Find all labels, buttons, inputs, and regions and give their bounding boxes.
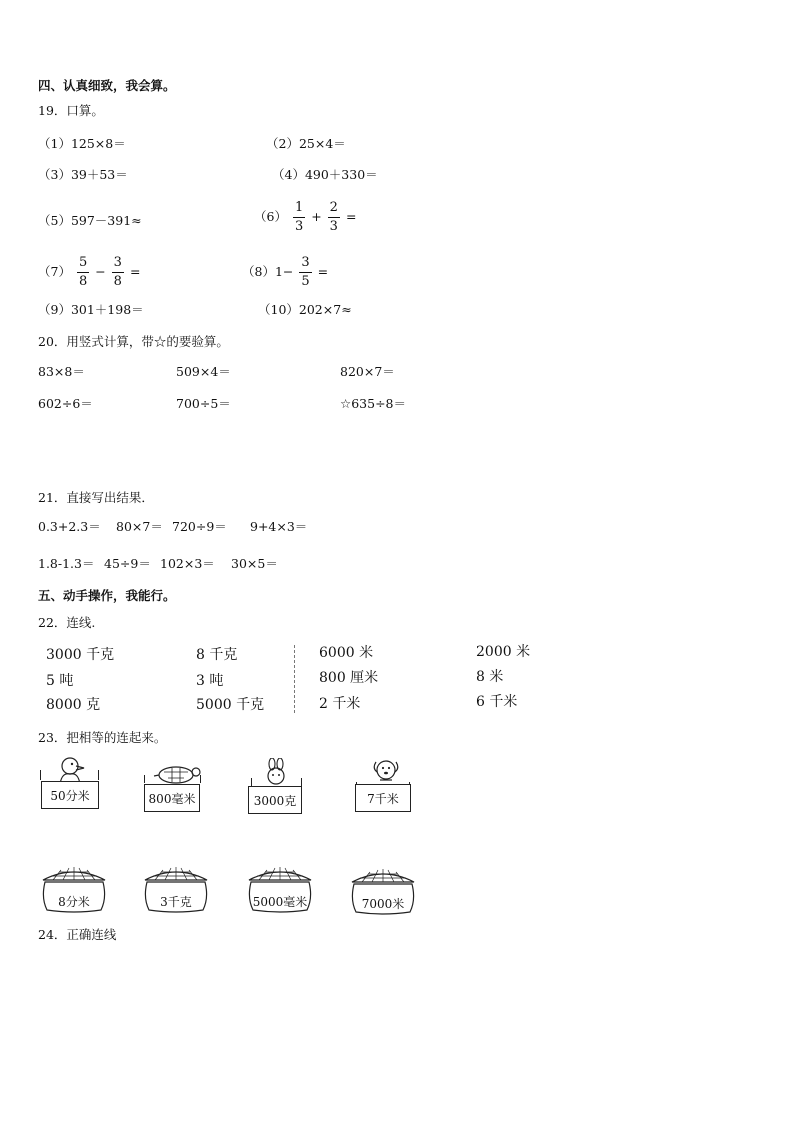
q19-item-6-prefix: （6） (254, 208, 287, 224)
section5-title: 五、动手操作，我能行。 (38, 588, 176, 603)
fraction: $\frac{5}{8}$ (78, 255, 88, 289)
q19-item-5: （5）597－391≈ (38, 213, 142, 228)
q21-title: 21．直接写出结果． (38, 490, 154, 505)
q21-item: 720÷9＝ (172, 519, 227, 534)
section4-title: 四、认真细致，我会算。 (38, 78, 176, 93)
house-label: 5000毫米 (252, 895, 308, 909)
q22-item: 800 厘米 (319, 670, 379, 686)
cartoon-dog-icon (368, 756, 404, 786)
cartoon-rabbit-icon (262, 758, 290, 786)
q19-item-4: （4）490＋330＝ (272, 167, 378, 182)
q22-item: 5000 千克 (196, 697, 265, 713)
q21-item: 1.8-1.3＝ (38, 556, 95, 571)
q19-item-10: （10）202×7≈ (258, 302, 352, 317)
cartoon-duck-icon (50, 756, 90, 784)
q22-title: 22．连线. (38, 615, 96, 630)
house (245, 866, 315, 914)
equals: = (129, 263, 141, 279)
q19-item-8-prefix: （8）1− (242, 263, 294, 279)
q19-item-2: （2）25×4＝ (266, 136, 346, 151)
q22-item: 2000 米 (476, 644, 531, 660)
fraction: $\frac{3}{5}$ (301, 255, 310, 289)
q21-item: 102×3＝ (160, 556, 215, 571)
q22-item: 2 千米 (319, 696, 361, 712)
q22-item: 6 千米 (476, 694, 518, 710)
house (348, 868, 418, 916)
q19-item-8 (242, 256, 328, 288)
q23-title: 23．把相等的连起来。 (38, 730, 167, 745)
q22-item: 3 吨 (196, 673, 224, 689)
q22-item: 3000 千克 (46, 647, 115, 663)
q19-item-1: （1）125×8＝ (38, 136, 126, 151)
fraction: $\frac{3}{8}$ (113, 255, 122, 289)
q19-item-3: （3）39＋53＝ (38, 167, 128, 182)
q21-item: 0.3+2.3＝ (38, 519, 101, 534)
q24-title: 24．正确连线 (38, 927, 117, 942)
q20-item: ☆635÷8＝ (340, 396, 406, 411)
q19-item-7-prefix: （7） (38, 263, 71, 279)
sign-board: 800毫米 (144, 784, 200, 812)
q22-item: 8000 克 (46, 697, 101, 713)
q20-title: 20．用竖式计算，带☆的要验算。 (38, 334, 229, 349)
fraction: $\frac{2}{3}$ (329, 200, 338, 234)
sign-board: 3000克 (248, 786, 302, 814)
sign-board: 50分米 (41, 781, 99, 809)
operator: + (311, 208, 322, 224)
equals: = (345, 208, 357, 224)
q21-item: 80×7＝ (116, 519, 163, 534)
q21-item: 45÷9＝ (104, 556, 151, 571)
house-label: 3千克 (160, 895, 192, 909)
cartoon-turtle-icon (150, 762, 202, 784)
q20-item: 83×8＝ (38, 364, 85, 379)
q20-item: 700÷5＝ (176, 396, 231, 411)
q22-item: 5 吨 (46, 673, 74, 689)
q21-item: 30×5＝ (231, 556, 278, 571)
operator: − (95, 263, 106, 279)
q20-item: 602÷6＝ (38, 396, 93, 411)
house (141, 866, 211, 914)
q19-item-7 (38, 256, 140, 288)
house (39, 866, 109, 914)
house-label: 8分米 (58, 895, 90, 909)
sign-board: 7千米 (355, 784, 411, 812)
q19-item-9: （9）301＋198＝ (38, 302, 144, 317)
q21-item: 9+4×3＝ (250, 519, 308, 534)
q22-item: 8 米 (476, 669, 504, 685)
equals: = (317, 263, 329, 279)
q22-item: 8 千克 (196, 647, 238, 663)
q19-item-6 (254, 201, 356, 233)
divider (294, 645, 295, 713)
q22-item: 6000 米 (319, 645, 374, 661)
fraction: $\frac{1}{3}$ (294, 200, 304, 234)
q19-title: 19．口算。 (38, 103, 104, 118)
house-label: 7000米 (361, 897, 405, 911)
q20-item: 820×7＝ (340, 364, 395, 379)
q20-item: 509×4＝ (176, 364, 231, 379)
